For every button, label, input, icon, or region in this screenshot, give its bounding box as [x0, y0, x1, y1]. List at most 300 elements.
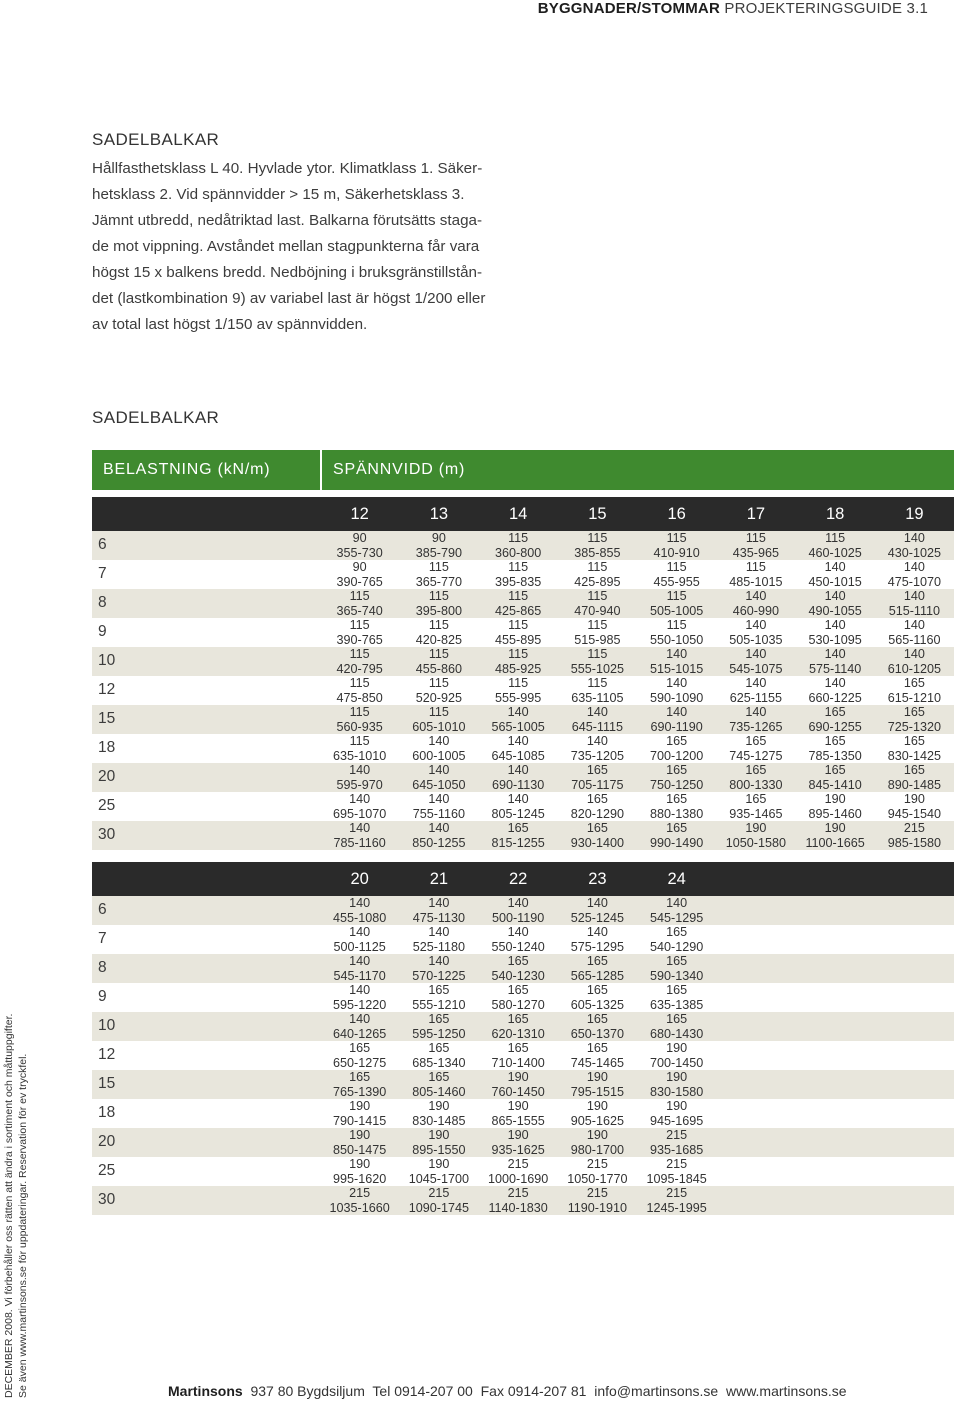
dimension-cell	[637, 531, 716, 560]
dimension-cell	[399, 1128, 478, 1157]
beam-width: 115	[825, 531, 846, 545]
beam-width: 140	[428, 763, 450, 777]
beam-height-range: 555-1210	[412, 997, 466, 1012]
dimension-cell	[399, 531, 478, 560]
footer-address: 937 80 Bygdsiljum	[250, 1383, 365, 1399]
dimension-cell	[796, 647, 875, 676]
dimension-cell	[479, 589, 558, 618]
blank-cell	[796, 1099, 875, 1128]
beam-width: 115	[666, 560, 687, 574]
blank-cell	[796, 1157, 875, 1186]
blank-cell	[796, 896, 875, 925]
beam-width: 190	[428, 1099, 450, 1113]
beam-width: 165	[349, 1041, 371, 1055]
beam-width: 115	[745, 560, 766, 574]
header-section: BYGGNADER/STOMMAR	[537, 0, 720, 17]
dimension-cell	[558, 705, 637, 734]
beam-height-range: 365-740	[336, 603, 383, 618]
dimension-cell	[875, 705, 954, 734]
beam-height-range: 455-955	[653, 574, 700, 589]
dimension-cell	[796, 792, 875, 821]
beam-width: 190	[507, 1099, 529, 1113]
dimension-cell	[399, 734, 478, 763]
beam-height-range: 475-1070	[887, 574, 941, 589]
dimension-cell	[320, 1041, 399, 1070]
beam-height-range: 685-1340	[412, 1055, 466, 1070]
dimension-cell	[320, 1012, 399, 1041]
load-cell: 7	[92, 560, 320, 589]
dimension-cell	[796, 618, 875, 647]
dimension-cell	[558, 954, 637, 983]
dimension-cell	[320, 676, 399, 705]
beam-height-range: 610-1205	[887, 661, 941, 676]
beam-height-range: 725-1320	[887, 719, 941, 734]
beam-width: 165	[745, 734, 767, 748]
beam-width: 115	[349, 676, 370, 690]
beam-width: 190	[824, 792, 846, 806]
beam-width: 190	[428, 1157, 450, 1171]
beam-height-range: 625-1155	[729, 690, 783, 705]
table-title: SADELBALKAR	[92, 408, 220, 427]
dimension-cell	[875, 531, 954, 560]
beam-width: 140	[824, 560, 846, 574]
header-guide: PROJEKTERINGSGUIDE 3.1	[724, 0, 928, 17]
beam-width: 115	[349, 734, 370, 748]
dimension-cell	[479, 983, 558, 1012]
dimension-cell	[399, 676, 478, 705]
span-header-cell: 19	[875, 497, 954, 531]
dimension-cell	[716, 647, 795, 676]
span-header-empty	[875, 862, 954, 896]
table-row	[92, 1099, 954, 1128]
dimension-cell	[558, 763, 637, 792]
load-cell: 6	[92, 531, 320, 560]
beam-width: 115	[349, 647, 370, 661]
beam-height-range: 560-935	[336, 719, 383, 734]
beam-height-range: 700-1200	[650, 748, 704, 763]
beam-height-range: 750-1250	[650, 777, 704, 792]
beam-height-range: 1095-1845	[646, 1171, 707, 1186]
beam-height-range: 595-1250	[412, 1026, 466, 1041]
dimension-cell	[479, 1099, 558, 1128]
blank-cell	[796, 1070, 875, 1099]
beam-height-range: 500-1125	[333, 939, 386, 954]
beam-height-range: 805-1460	[412, 1084, 466, 1099]
load-cell: 6	[92, 896, 320, 925]
dimension-cell	[558, 1099, 637, 1128]
beam-height-range: 475-850	[336, 690, 383, 705]
dimension-cell	[796, 531, 875, 560]
dimension-cell	[796, 676, 875, 705]
beam-width: 190	[745, 821, 767, 835]
beam-height-range: 385-855	[574, 545, 621, 560]
dimension-cell	[796, 589, 875, 618]
dimension-cell	[399, 705, 478, 734]
dimension-cell	[558, 1041, 637, 1070]
beam-height-range: 850-1255	[412, 835, 466, 850]
beam-width: 140	[903, 618, 925, 632]
beam-width: 215	[586, 1157, 608, 1171]
dimension-cell	[399, 1012, 478, 1041]
dimension-cell	[637, 954, 716, 983]
dimension-cell	[479, 705, 558, 734]
beam-height-range: 570-1225	[412, 968, 466, 983]
dimension-cell	[320, 560, 399, 589]
dimension-cell	[637, 1070, 716, 1099]
beam-width: 115	[349, 618, 370, 632]
table-row	[92, 1157, 954, 1186]
dimension-cell	[558, 531, 637, 560]
dimension-cell	[320, 954, 399, 983]
beam-width: 165	[428, 1041, 450, 1055]
dimension-cell	[558, 589, 637, 618]
beam-height-range: 1050-1770	[567, 1171, 628, 1186]
beam-width: 140	[666, 647, 688, 661]
beam-width: 165	[507, 1012, 529, 1026]
table-row	[92, 925, 954, 954]
load-header-blank	[92, 862, 320, 896]
footer-brand: Martinsons	[168, 1383, 243, 1399]
dimension-cell	[399, 1070, 478, 1099]
beam-width: 140	[428, 925, 450, 939]
beam-height-range: 605-1325	[570, 997, 624, 1012]
beam-width: 190	[666, 1041, 688, 1055]
dimension-cell	[637, 1041, 716, 1070]
beam-width: 165	[666, 734, 688, 748]
beam-height-range: 790-1415	[333, 1113, 387, 1128]
intro-title: SADELBALKAR	[92, 130, 220, 149]
footer-email[interactable]: info@martinsons.se	[594, 1383, 719, 1399]
dimension-cell	[479, 1041, 558, 1070]
beam-height-range: 880-1380	[650, 806, 704, 821]
load-cell: 30	[92, 821, 320, 850]
table-row	[92, 763, 954, 792]
beam-height-range: 600-1005	[412, 748, 466, 763]
beam-height-range: 555-995	[495, 690, 542, 705]
beam-width: 140	[586, 734, 608, 748]
beam-height-range: 1050-1580	[725, 835, 786, 850]
beam-width: 115	[508, 618, 529, 632]
beam-height-range: 565-1285	[570, 968, 624, 983]
beam-width: 115	[587, 618, 608, 632]
beam-height-range: 945-1540	[887, 806, 941, 821]
beam-height-range: 395-800	[415, 603, 462, 618]
beam-width: 140	[586, 705, 608, 719]
footer-tel: Tel 0914-207 00	[372, 1383, 473, 1399]
beam-height-range: 520-925	[415, 690, 462, 705]
beam-height-range: 545-1170	[333, 968, 386, 983]
intro-line: Jämnt utbredd, nedåtriktad last. Balkarna förutsätts staga-	[92, 212, 483, 229]
dimension-cell	[875, 647, 954, 676]
beam-height-range: 635-1105	[571, 690, 624, 705]
beam-height-range: 1100-1665	[805, 835, 865, 850]
dimension-cell	[796, 734, 875, 763]
beam-width: 190	[666, 1099, 688, 1113]
beam-width: 165	[586, 1012, 608, 1026]
beam-height-range: 565-1005	[491, 719, 545, 734]
beam-width: 140	[507, 705, 529, 719]
beam-height-range: 455-860	[415, 661, 462, 676]
blank-cell	[796, 954, 875, 983]
beam-height-range: 1245-1995	[646, 1200, 707, 1215]
dimension-cell	[479, 896, 558, 925]
blank-cell	[716, 896, 795, 925]
beam-width: 140	[507, 734, 529, 748]
blank-cell	[875, 1186, 954, 1215]
table-row	[92, 734, 954, 763]
beam-width: 115	[587, 531, 608, 545]
dimension-cell	[479, 954, 558, 983]
beam-width: 190	[507, 1070, 529, 1084]
dimension-cell	[320, 1157, 399, 1186]
beam-height-range: 640-1265	[333, 1026, 387, 1041]
dimension-cell	[399, 560, 478, 589]
beam-width: 140	[507, 896, 529, 910]
beam-width: 140	[666, 896, 688, 910]
beam-height-range: 500-1190	[491, 910, 545, 925]
beam-width: 140	[824, 647, 846, 661]
dimension-cell	[875, 589, 954, 618]
beam-width: 90	[431, 531, 446, 545]
span-header-cell: 20	[320, 862, 399, 896]
dimension-cell	[558, 560, 637, 589]
beam-height-range: 845-1410	[808, 777, 862, 792]
load-cell: 10	[92, 1012, 320, 1041]
beam-height-range: 355-730	[336, 545, 383, 560]
dimension-cell	[716, 734, 795, 763]
beam-width: 90	[352, 560, 367, 574]
beam-height-range: 390-765	[336, 574, 383, 589]
dimension-cell	[320, 1099, 399, 1128]
beam-height-range: 645-1050	[412, 777, 466, 792]
beam-width: 140	[349, 954, 371, 968]
beam-width: 215	[666, 1157, 688, 1171]
beam-width: 140	[666, 705, 688, 719]
span-header-cell: 12	[320, 497, 399, 531]
table-row	[92, 1012, 954, 1041]
beam-height-range: 660-1225	[808, 690, 862, 705]
blank-cell	[716, 1041, 795, 1070]
intro-text	[92, 156, 512, 338]
beam-height-range: 935-1685	[650, 1142, 704, 1157]
beam-height-range: 470-940	[574, 603, 621, 618]
beam-height-range: 550-1240	[491, 939, 545, 954]
beam-height-range: 420-795	[336, 661, 383, 676]
table-row	[92, 589, 954, 618]
beam-width: 140	[428, 954, 450, 968]
span-header-empty	[716, 862, 795, 896]
span-header-cell: 16	[637, 497, 716, 531]
beam-height-range: 460-990	[732, 603, 779, 618]
dimension-cell	[716, 618, 795, 647]
beam-width: 140	[349, 1012, 371, 1026]
beam-width: 115	[666, 531, 687, 545]
blank-cell	[875, 1099, 954, 1128]
dimension-cell	[399, 589, 478, 618]
dimension-cell	[875, 560, 954, 589]
beam-height-range: 395-835	[495, 574, 542, 589]
beam-width: 165	[903, 734, 925, 748]
blank-cell	[875, 925, 954, 954]
table-row	[92, 1186, 954, 1215]
blank-cell	[716, 1099, 795, 1128]
blank-cell	[716, 1157, 795, 1186]
beam-height-range: 390-765	[336, 632, 383, 647]
beam-height-range: 945-1695	[650, 1113, 704, 1128]
beam-width: 165	[903, 763, 925, 777]
table-row	[92, 618, 954, 647]
beam-height-range: 410-910	[653, 545, 700, 560]
table-row	[92, 1041, 954, 1070]
table-row	[92, 983, 954, 1012]
dimension-cell	[479, 531, 558, 560]
beam-height-range: 450-1015	[808, 574, 862, 589]
blank-cell	[716, 1070, 795, 1099]
dimension-cell	[558, 896, 637, 925]
span-header-cell: 24	[637, 862, 716, 896]
load-cell: 8	[92, 589, 320, 618]
load-cell: 20	[92, 763, 320, 792]
load-cell: 12	[92, 676, 320, 705]
beam-height-range: 890-1485	[887, 777, 941, 792]
table-row	[92, 954, 954, 983]
dimension-cell	[320, 1070, 399, 1099]
beam-height-range: 815-1255	[491, 835, 545, 850]
beam-height-range: 575-1140	[808, 661, 862, 676]
dimension-cell	[479, 647, 558, 676]
beam-height-range: 595-970	[336, 777, 383, 792]
dimension-cell	[479, 1012, 558, 1041]
beam-width: 115	[587, 676, 608, 690]
beam-width: 190	[349, 1157, 371, 1171]
blank-cell	[796, 1012, 875, 1041]
span-header-cell: 18	[796, 497, 875, 531]
dimension-cell	[637, 896, 716, 925]
beam-width: 140	[903, 531, 925, 545]
intro-line: Hållfasthetsklass L 40. Hyvlade ytor. Klimatklass 1. Säker-	[92, 160, 483, 177]
beam-height-range: 985-1580	[887, 835, 941, 850]
load-cell: 18	[92, 734, 320, 763]
beam-height-range: 805-1245	[491, 806, 545, 821]
dimension-cell	[637, 647, 716, 676]
dimension-cell	[875, 821, 954, 850]
blank-cell	[875, 1128, 954, 1157]
beam-height-range: 1000-1690	[488, 1171, 549, 1186]
dimension-cell	[399, 1186, 478, 1215]
beam-width: 115	[428, 618, 449, 632]
beam-height-range: 515-1110	[888, 603, 941, 618]
span-header-row	[92, 862, 954, 896]
dimension-cell	[875, 618, 954, 647]
span-header-row	[92, 497, 954, 531]
dimension-cell	[320, 792, 399, 821]
beam-width: 140	[349, 925, 371, 939]
dimension-cell	[558, 734, 637, 763]
load-header-blank	[92, 497, 320, 531]
beam-width: 165	[428, 1012, 450, 1026]
dimension-cell	[320, 618, 399, 647]
beam-width: 115	[508, 676, 529, 690]
beam-width: 165	[745, 763, 767, 777]
dimension-cell	[320, 647, 399, 676]
table-row	[92, 647, 954, 676]
dimension-cell	[716, 560, 795, 589]
dimension-cell	[479, 821, 558, 850]
dimension-cell	[558, 647, 637, 676]
beam-width: 140	[507, 792, 529, 806]
beam-width: 115	[508, 560, 529, 574]
beam-width: 140	[428, 821, 450, 835]
table-row	[92, 1070, 954, 1099]
beam-height-range: 690-1130	[491, 777, 545, 792]
span-header-empty	[796, 862, 875, 896]
load-cell: 25	[92, 792, 320, 821]
beam-width: 165	[507, 1041, 529, 1055]
beam-height-range: 540-1290	[650, 939, 704, 954]
dimension-cell	[399, 618, 478, 647]
beam-width: 115	[428, 560, 449, 574]
beam-width: 115	[666, 618, 687, 632]
beam-width: 215	[666, 1128, 688, 1142]
dimension-cell	[716, 589, 795, 618]
beam-width: 165	[507, 954, 529, 968]
beam-width: 140	[349, 821, 371, 835]
beam-height-range: 830-1580	[650, 1084, 704, 1099]
beam-width: 165	[586, 821, 608, 835]
beam-width: 115	[666, 589, 687, 603]
dimension-cell	[479, 925, 558, 954]
load-cell: 12	[92, 1041, 320, 1070]
blank-cell	[716, 1012, 795, 1041]
beam-height-range: 765-1390	[333, 1084, 387, 1099]
dimension-cell	[399, 954, 478, 983]
beam-height-range: 735-1265	[729, 719, 783, 734]
beam-height-range: 590-1090	[650, 690, 704, 705]
beam-width: 140	[745, 589, 767, 603]
dimension-cell	[796, 560, 875, 589]
dimension-cell	[716, 676, 795, 705]
dimension-cell	[320, 1128, 399, 1157]
beam-width: 165	[824, 763, 846, 777]
page-footer	[168, 1383, 847, 1399]
dimension-cell	[637, 1099, 716, 1128]
beam-width: 115	[428, 589, 449, 603]
intro-line: det (lastkombination 9) av variabel last är högst 1/200 eller	[92, 290, 486, 307]
beam-height-range: 785-1160	[333, 835, 386, 850]
intro-line: de mot vippning. Avståndet mellan stagpunkterna får vara	[92, 238, 480, 255]
load-cell: 8	[92, 954, 320, 983]
dimension-cell	[479, 676, 558, 705]
dimension-cell	[320, 705, 399, 734]
dimension-cell	[399, 647, 478, 676]
beam-width: 165	[666, 763, 688, 777]
beam-height-range: 425-895	[574, 574, 621, 589]
footer-web[interactable]: www.martinsons.se	[725, 1383, 847, 1399]
dimension-cell	[875, 676, 954, 705]
dimension-cell	[558, 618, 637, 647]
blank-cell	[875, 896, 954, 925]
beam-height-range: 615-1210	[887, 690, 941, 705]
beam-width: 165	[586, 763, 608, 777]
beam-height-range: 515-1015	[650, 661, 704, 676]
span-header-cell: 13	[399, 497, 478, 531]
dimension-cell	[637, 763, 716, 792]
beam-height-range: 565-1160	[888, 632, 941, 647]
dimension-cell	[320, 896, 399, 925]
beam-width: 190	[666, 1070, 688, 1084]
beam-width: 215	[507, 1157, 529, 1171]
blank-cell	[875, 1070, 954, 1099]
